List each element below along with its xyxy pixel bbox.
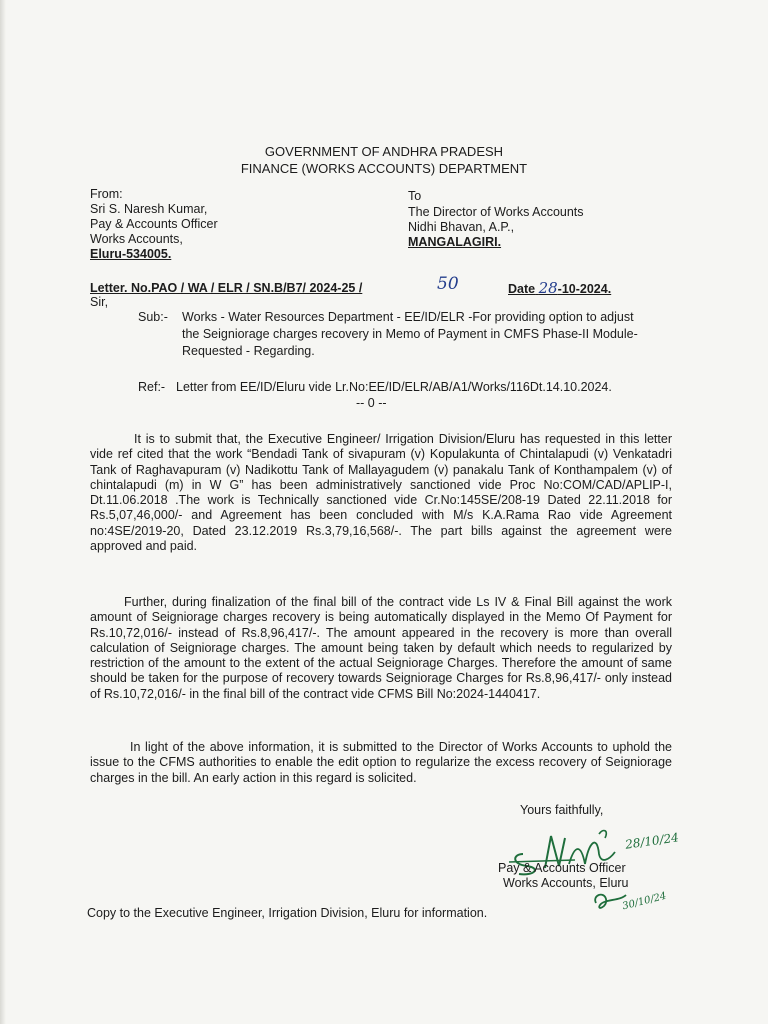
header-line-2: FINANCE (WORKS ACCOUNTS) DEPARTMENT [240,161,528,176]
from-designation: Pay & Accounts Officer [90,217,218,231]
closing-office: Works Accounts, Eluru [503,876,629,890]
header-line-1: GOVERNMENT OF ANDHRA PRADESH [264,144,504,159]
to-address: Nidhi Bhavan, A.P., [408,220,515,234]
salutation: Sir, [90,295,109,309]
letter-date [508,281,611,297]
to-designation: The Director of Works Accounts [408,205,584,219]
reference-separator: -- 0 -- [356,396,387,410]
subject-prefix: Sub:- [138,310,168,324]
date-label: Date [508,282,536,296]
from-office: Works Accounts, [90,232,183,246]
from-name: Sri S. Naresh Kumar, [90,202,208,216]
letter-ref-number: Letter. No.PAO / WA / ELR / SN.B/B7/ 2024-25 / [90,281,363,295]
paragraph-2-text: Further, during finalization of the final bill of the contract vide Ls IV & Final Bill against the work amount of Seigniorage charges recovery is being automatically displayed in the Memo Of Payment for Rs.10,72,016/- instead of Rs.8,96,417/-. The amount appeared in the recovery is more than overall calculation of Seigniorage charges. The amount being taken by default which needs to regularized by restriction of the amount to the extent of the actual Seigniorage Charges. Therefore the amount of same should be taken for the purpose of recovery towards Seigniorage Charges for Rs.8,96,417/- only instead of Rs.10,72,016/- in the final bill of the contract vide CFMS Bill No:2024-1440417. [90,595,672,701]
reference-text: Letter from EE/ID/Eluru vide Lr.No:EE/ID/ELR/AB/A1/Works/116Dt.14.10.2024. [176,380,612,394]
to-city: MANGALAGIRI. [408,235,502,249]
letter-handwritten-number: 50 [437,274,459,294]
closing-designation: Pay & Accounts Officer [498,861,626,875]
subject-line-3: Requested - Regarding. [182,344,315,358]
body-paragraph-1 [90,432,672,554]
closing-yours-faithfully: Yours faithfully, [520,803,604,817]
initial-date-handwritten: 30/10/24 [621,890,668,913]
date-rest: -10-2024. [557,282,612,296]
body-paragraph-3 [90,740,672,786]
reference-prefix: Ref:- [138,380,166,394]
subject-line-1: Works - Water Resources Department - EE/ID/ELR -For providing option to adjust [182,310,634,324]
subject-line-2: the Seigniorage charges recovery in Memo of Payment in CMFS Phase-II Module- [182,327,638,341]
to-label: To [408,189,422,203]
paragraph-3-text: In light of the above information, it is submitted to the Director of Works Accounts to uphold the issue to the CFMS authorities to enable the edit option to regularize the excess recovery of Seigniorage charges in the bill. An early action in this regard is solicited. [90,740,672,785]
date-day-handwritten: 28 [538,279,558,297]
body-paragraph-2 [90,595,672,702]
from-label: From: [90,187,123,201]
from-city: Eluru-534005. [90,247,172,261]
copy-to-line: Copy to the Executive Engineer, Irrigation Division, Eluru for information. [87,906,488,920]
paragraph-1-text: It is to submit that, the Executive Engineer/ Irrigation Division/Eluru has requested in this letter vide ref cited that the work “Bendadi Tank of sivapuram (v) Kopulakunta of Chintalapudi (v) Venkatadri Tank of Raghavapuram (v) Nadikottu Tank of Mallayagudem (v) panakalu Tank of Konthampalem (v) of chintalapudi (m) in W G” has been administratively sanctioned vide Proc No:COM/CAD/APLIP-I, Dt.11.06.2018 .The work is Technically sanctioned vide Cr.No:145SE/208-19 Dated 22.11.2018 for Rs.5,07,46,000/- and Agreement has been concluded with M/s K.A.Rama Rao vide Agreement no:4SE/2019-20, Dated 23.12.2019 Rs.3,79,16,568/-. The part bills against the agreement were approved and paid. [90,432,672,554]
signature-date-handwritten: 28/10/24 [624,830,680,852]
